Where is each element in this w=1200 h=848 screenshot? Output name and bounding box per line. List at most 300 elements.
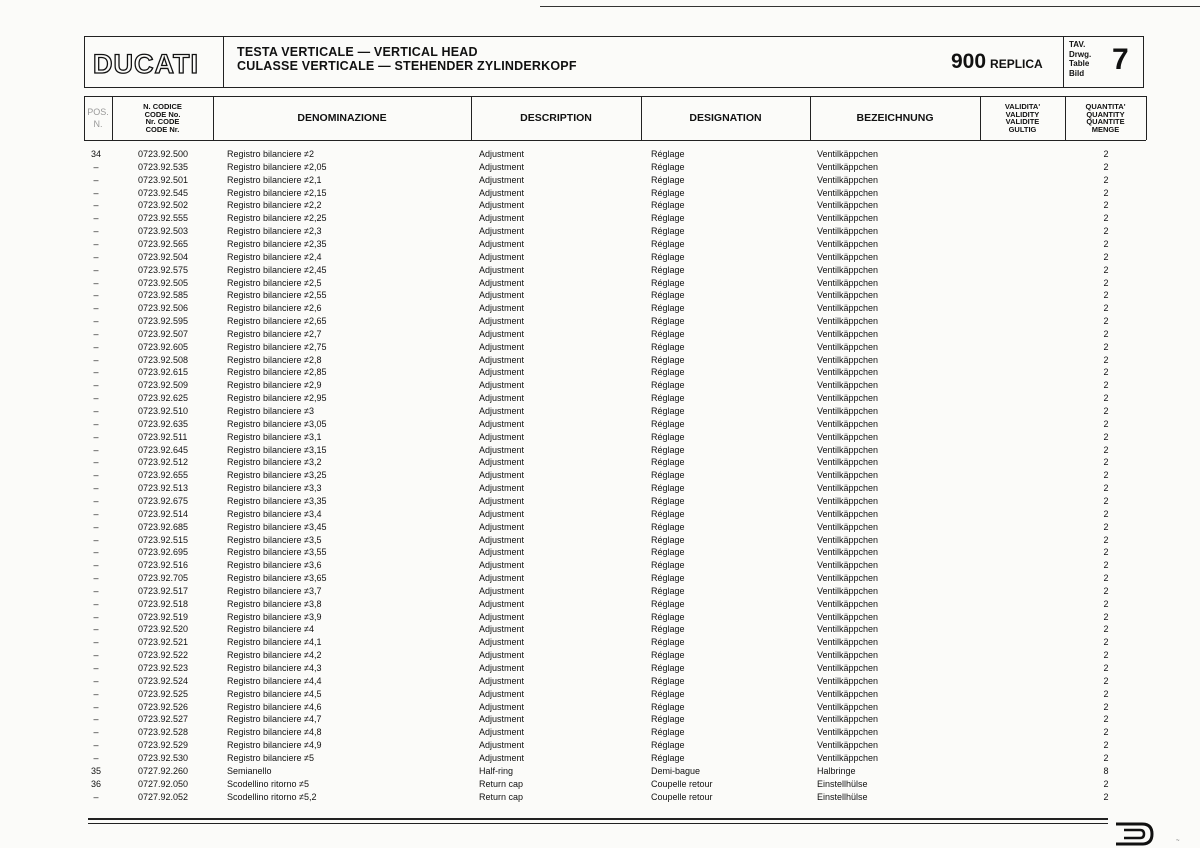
- cell-de: Ventilkäppchen: [817, 701, 879, 712]
- cell-qty: 2: [1103, 650, 1109, 661]
- table-row: [0, 161, 1200, 174]
- cell-de: Ventilkäppchen: [817, 367, 879, 378]
- cell-fr: Réglage: [651, 251, 685, 262]
- cell-de: Ventilkäppchen: [817, 495, 879, 506]
- model-number: 900: [951, 50, 987, 73]
- cell-it: Registro bilanciere ≠2,5: [227, 277, 322, 288]
- cell-de: Ventilkäppchen: [817, 611, 879, 622]
- cell-en: Adjustment: [479, 264, 525, 275]
- cell-pos: –: [93, 431, 99, 442]
- cell-it: Registro bilanciere ≠3,3: [227, 483, 322, 494]
- cell-qty: 2: [1103, 714, 1109, 725]
- cell-de: Ventilkäppchen: [817, 277, 879, 288]
- cell-it: Registro bilanciere ≠4,6: [227, 701, 322, 712]
- cell-en: Adjustment: [479, 200, 525, 211]
- cell-fr: Réglage: [651, 316, 685, 327]
- cell-it: Registro bilanciere ≠3,6: [227, 560, 322, 571]
- cell-code: 0723.92.545: [138, 187, 189, 198]
- cell-en: Adjustment: [479, 226, 525, 237]
- page-title: [237, 45, 577, 73]
- cell-fr: Réglage: [651, 752, 685, 763]
- cell-en: Adjustment: [479, 380, 525, 391]
- cell-fr: Réglage: [651, 444, 685, 455]
- cell-de: Ventilkäppchen: [817, 637, 879, 648]
- cell-de: Ventilkäppchen: [817, 328, 879, 339]
- cell-code: 0723.92.504: [138, 251, 189, 262]
- cell-fr: Réglage: [651, 585, 685, 596]
- cell-qty: 2: [1103, 264, 1109, 275]
- cell-pos: –: [93, 174, 99, 185]
- cell-code: 0723.92.500: [138, 149, 189, 159]
- cell-qty: 2: [1103, 431, 1109, 442]
- cell-code: 0723.92.595: [138, 316, 189, 327]
- cell-pos: –: [93, 791, 99, 802]
- cell-de: Ventilkäppchen: [817, 483, 879, 494]
- cell-pos: 36: [90, 778, 101, 789]
- table-row: [0, 791, 1200, 804]
- cell-code: 0723.92.645: [138, 444, 189, 455]
- cell-en: Adjustment: [479, 457, 525, 468]
- cell-de: Ventilkäppchen: [817, 675, 879, 686]
- cell-pos: –: [93, 238, 99, 249]
- cell-qty: 2: [1103, 534, 1109, 545]
- cell-fr: Réglage: [651, 470, 685, 481]
- cell-pos: –: [93, 470, 99, 481]
- table-row: [0, 187, 1200, 200]
- cell-code: 0723.92.525: [138, 688, 189, 699]
- cell-de: Einstellhülse: [817, 791, 868, 802]
- cell-qty: 2: [1103, 213, 1109, 224]
- cell-en: Return cap: [479, 791, 524, 802]
- cell-fr: Réglage: [651, 341, 685, 352]
- cell-it: Registro bilanciere ≠2,9: [227, 380, 322, 391]
- cell-it: Registro bilanciere ≠3,8: [227, 598, 322, 609]
- cell-en: Adjustment: [479, 341, 525, 352]
- table-row: [0, 379, 1200, 392]
- cell-fr: Réglage: [651, 226, 685, 237]
- col-german: BEZEICHNUNG: [856, 111, 934, 124]
- cell-fr: Réglage: [651, 149, 685, 159]
- col-code-line: N. CODICE: [143, 102, 182, 111]
- table-row: [0, 174, 1200, 187]
- cell-qty: 2: [1103, 701, 1109, 712]
- cell-fr: Réglage: [651, 508, 685, 519]
- cell-fr: Réglage: [651, 393, 685, 404]
- cell-it: Registro bilanciere ≠2,7: [227, 328, 322, 339]
- cell-qty: 2: [1103, 290, 1109, 301]
- col-code-line: CODE Nr.: [145, 124, 180, 134]
- cell-fr: Réglage: [651, 598, 685, 609]
- cell-qty: 2: [1103, 470, 1109, 481]
- col-quantity-line: QUANTITA': [1085, 102, 1126, 111]
- cell-qty: 2: [1103, 740, 1109, 751]
- cell-it: Registro bilanciere ≠4,7: [227, 714, 322, 725]
- cell-qty: 2: [1103, 547, 1109, 558]
- cell-pos: –: [93, 226, 99, 237]
- cell-it: Scodellino ritorno ≠5: [227, 778, 309, 789]
- cell-de: Ventilkäppchen: [817, 547, 879, 558]
- cell-it: Registro bilanciere ≠4,1: [227, 637, 322, 648]
- cell-it: Registro bilanciere ≠2,1: [227, 174, 322, 185]
- cell-code: 0723.92.517: [138, 585, 189, 596]
- cell-code: 0723.92.625: [138, 393, 189, 404]
- column-border: [1146, 96, 1147, 140]
- cell-it: Registro bilanciere ≠2,95: [227, 393, 327, 404]
- cell-it: Registro bilanciere ≠2,8: [227, 354, 322, 365]
- col-validity-line: VALIDITY: [1005, 109, 1040, 119]
- cell-pos: –: [93, 277, 99, 288]
- cell-pos: –: [93, 675, 99, 686]
- cell-qty: 2: [1103, 367, 1109, 378]
- column-header-row: [84, 96, 1146, 140]
- cell-en: Adjustment: [479, 534, 525, 545]
- cell-de: Ventilkäppchen: [817, 688, 879, 699]
- cell-it: Registro bilanciere ≠3,4: [227, 508, 322, 519]
- table-row: [0, 251, 1200, 264]
- table-row: [0, 444, 1200, 457]
- table-row: [0, 713, 1200, 726]
- col-french: DESIGNATION: [689, 111, 762, 124]
- cell-it: Registro bilanciere ≠2: [227, 149, 314, 159]
- cell-de: Ventilkäppchen: [817, 149, 879, 159]
- col-quantity: [1065, 96, 1146, 140]
- table-row: [0, 752, 1200, 765]
- cell-fr: Réglage: [651, 303, 685, 314]
- cell-en: Adjustment: [479, 740, 525, 751]
- cell-code: 0723.92.519: [138, 611, 189, 622]
- cell-pos: –: [93, 727, 99, 738]
- cell-en: Adjustment: [479, 547, 525, 558]
- cell-pos: –: [93, 393, 99, 404]
- table-row: [0, 675, 1200, 688]
- cell-de: Ventilkäppchen: [817, 418, 879, 429]
- cell-pos: –: [93, 585, 99, 596]
- cell-fr: Réglage: [651, 418, 685, 429]
- cell-de: Ventilkäppchen: [817, 200, 879, 211]
- header-rule-bottom: [84, 140, 1146, 141]
- cell-code: 0723.92.501: [138, 174, 189, 185]
- cell-fr: Réglage: [651, 406, 685, 416]
- cell-it: Registro bilanciere ≠3,2: [227, 457, 322, 468]
- cell-code: 0723.92.520: [138, 624, 189, 635]
- cell-it: Registro bilanciere ≠2,65: [227, 316, 327, 327]
- cell-it: Registro bilanciere ≠3,55: [227, 547, 327, 558]
- cell-it: Registro bilanciere ≠3,05: [227, 418, 327, 429]
- cell-fr: Réglage: [651, 560, 685, 571]
- table-number: 7: [1112, 43, 1129, 76]
- cell-fr: Réglage: [651, 483, 685, 494]
- cell-fr: Réglage: [651, 495, 685, 506]
- table-row: [0, 482, 1200, 495]
- col-code-line: CODE No.: [144, 109, 181, 119]
- cell-qty: 2: [1103, 457, 1109, 468]
- cell-code: 0723.92.521: [138, 637, 189, 648]
- cell-it: Registro bilanciere ≠2,55: [227, 290, 327, 301]
- cell-fr: Réglage: [651, 637, 685, 648]
- cell-code: 0723.92.513: [138, 483, 189, 494]
- cell-code: 0723.92.585: [138, 290, 189, 301]
- cell-code: 0723.92.555: [138, 213, 189, 224]
- cell-code: 0723.92.511: [138, 431, 188, 442]
- table-row: [0, 521, 1200, 534]
- table-labels: [1069, 40, 1091, 78]
- cell-it: Registro bilanciere ≠2,05: [227, 161, 327, 172]
- cell-it: Registro bilanciere ≠3,25: [227, 470, 327, 481]
- cell-pos: –: [93, 418, 99, 429]
- cell-it: Registro bilanciere ≠3,35: [227, 495, 327, 506]
- ducati-logo: [91, 46, 209, 80]
- cell-qty: 2: [1103, 752, 1109, 763]
- cell-en: Adjustment: [479, 611, 525, 622]
- cell-en: Adjustment: [479, 598, 525, 609]
- cell-code: 0723.92.655: [138, 470, 189, 481]
- cell-it: Registro bilanciere ≠4,9: [227, 740, 322, 751]
- cell-code: 0723.92.565: [138, 238, 189, 249]
- cell-pos: –: [93, 187, 99, 198]
- cell-qty: 2: [1103, 688, 1109, 699]
- table-row: [0, 688, 1200, 701]
- cell-pos: –: [93, 598, 99, 609]
- cell-fr: Réglage: [651, 701, 685, 712]
- table-row: [0, 328, 1200, 341]
- cell-de: Ventilkäppchen: [817, 187, 879, 198]
- cell-it: Registro bilanciere ≠5: [227, 752, 314, 763]
- header-divider: [1063, 37, 1064, 87]
- cell-de: Ventilkäppchen: [817, 226, 879, 237]
- cell-en: Adjustment: [479, 444, 525, 455]
- cell-qty: 2: [1103, 187, 1109, 198]
- cell-it: Registro bilanciere ≠2,35: [227, 238, 327, 249]
- table-row: [0, 469, 1200, 482]
- cell-qty: 2: [1103, 226, 1109, 237]
- cell-fr: Réglage: [651, 663, 685, 673]
- cell-en: Adjustment: [479, 316, 525, 327]
- cell-en: Adjustment: [479, 431, 525, 442]
- cell-de: Ventilkäppchen: [817, 264, 879, 275]
- cell-en: Adjustment: [479, 675, 525, 686]
- cell-qty: 2: [1103, 585, 1109, 596]
- cell-de: Ventilkäppchen: [817, 663, 879, 673]
- model-suffix: REPLICA: [990, 57, 1043, 71]
- cell-pos: 35: [90, 765, 101, 776]
- cell-it: Registro bilanciere ≠2,85: [227, 367, 327, 378]
- cell-de: Ventilkäppchen: [817, 238, 879, 249]
- cell-code: 0723.92.508: [138, 354, 189, 365]
- cell-fr: Réglage: [651, 277, 685, 288]
- cell-it: Registro bilanciere ≠3,7: [227, 585, 322, 596]
- cell-code: 0723.92.705: [138, 573, 189, 584]
- cell-fr: Réglage: [651, 727, 685, 738]
- cell-qty: 2: [1103, 200, 1109, 211]
- cell-it: Registro bilanciere ≠4: [227, 624, 314, 635]
- cell-en: Adjustment: [479, 663, 525, 673]
- cell-qty: 2: [1103, 521, 1109, 532]
- cell-de: Ventilkäppchen: [817, 174, 879, 185]
- table-row: [0, 636, 1200, 649]
- cell-qty: 2: [1103, 251, 1109, 262]
- cell-en: Adjustment: [479, 303, 525, 314]
- ducati-d-icon: [1112, 820, 1158, 848]
- cell-pos: –: [93, 354, 99, 365]
- cell-en: Half-ring: [479, 765, 514, 776]
- cell-pos: –: [93, 752, 99, 763]
- cell-qty: 2: [1103, 406, 1109, 416]
- cell-fr: Réglage: [651, 200, 685, 211]
- cell-en: Adjustment: [479, 213, 525, 224]
- cell-pos: –: [93, 213, 99, 224]
- cell-de: Ventilkäppchen: [817, 406, 879, 416]
- cell-pos: –: [93, 290, 99, 301]
- table-row: [0, 726, 1200, 739]
- col-italian: DENOMINAZIONE: [297, 111, 387, 124]
- cell-de: Ventilkäppchen: [817, 508, 879, 519]
- cell-code: 0723.92.518: [138, 598, 189, 609]
- cell-pos: 34: [90, 149, 101, 159]
- cell-en: Adjustment: [479, 149, 525, 159]
- cell-de: Ventilkäppchen: [817, 444, 879, 455]
- cell-code: 0723.92.615: [138, 367, 189, 378]
- cell-qty: 2: [1103, 560, 1109, 571]
- cell-code: 0723.92.523: [138, 663, 189, 673]
- cell-code: 0723.92.514: [138, 508, 189, 519]
- cell-code: 0723.92.516: [138, 560, 189, 571]
- cell-en: Adjustment: [479, 637, 525, 648]
- table-row: [0, 701, 1200, 714]
- table-row: [0, 302, 1200, 315]
- col-validity-line: VALIDITE: [1005, 117, 1040, 126]
- table-row: [0, 495, 1200, 508]
- cell-de: Ventilkäppchen: [817, 650, 879, 661]
- cell-code: 0723.92.535: [138, 161, 189, 172]
- cell-fr: Réglage: [651, 714, 685, 725]
- cell-pos: –: [93, 341, 99, 352]
- cell-fr: Réglage: [651, 238, 685, 249]
- cell-qty: 2: [1103, 174, 1109, 185]
- cell-code: 0723.92.605: [138, 341, 189, 352]
- table-row: [0, 238, 1200, 251]
- cell-de: Ventilkäppchen: [817, 740, 879, 751]
- table-row: [0, 392, 1200, 405]
- cell-fr: Réglage: [651, 354, 685, 365]
- model-name: [951, 50, 1043, 74]
- cell-en: Adjustment: [479, 752, 525, 763]
- cell-code: 0723.92.503: [138, 226, 189, 237]
- col-pos-line: POS.: [87, 107, 109, 117]
- cell-code: 0723.92.528: [138, 727, 189, 738]
- cell-en: Adjustment: [479, 251, 525, 262]
- table-row: [0, 508, 1200, 521]
- cell-fr: Réglage: [651, 624, 685, 635]
- cell-de: Ventilkäppchen: [817, 585, 879, 596]
- cell-pos: –: [93, 663, 99, 673]
- footer-rule: [88, 818, 1108, 820]
- cell-de: Ventilkäppchen: [817, 752, 879, 763]
- cell-code: 0727.92.052: [138, 791, 189, 802]
- cell-fr: Réglage: [651, 521, 685, 532]
- cell-fr: Réglage: [651, 264, 685, 275]
- table-row: [0, 778, 1200, 791]
- cell-pos: –: [93, 714, 99, 725]
- table-row: [0, 598, 1200, 611]
- cell-it: Scodellino ritorno ≠5,2: [227, 791, 317, 802]
- cell-it: Registro bilanciere ≠3,45: [227, 521, 327, 532]
- col-quantity-line: QUANTITE: [1086, 117, 1125, 126]
- cell-en: Adjustment: [479, 688, 525, 699]
- cell-en: Adjustment: [479, 393, 525, 404]
- cell-code: 0723.92.635: [138, 418, 189, 429]
- cell-en: Adjustment: [479, 161, 525, 172]
- drwg-label: Drwg.: [1069, 49, 1092, 59]
- cell-pos: –: [93, 508, 99, 519]
- cell-pos: –: [93, 251, 99, 262]
- cell-pos: –: [93, 573, 99, 584]
- table-row: [0, 572, 1200, 585]
- cell-fr: Réglage: [651, 547, 685, 558]
- cell-qty: 2: [1103, 637, 1109, 648]
- cell-qty: 2: [1103, 341, 1109, 352]
- table-row: [0, 199, 1200, 212]
- cell-pos: –: [93, 161, 99, 172]
- cell-en: Adjustment: [479, 277, 525, 288]
- cell-pos: –: [93, 560, 99, 571]
- cell-en: Return cap: [479, 778, 524, 789]
- cell-code: 0723.92.529: [138, 740, 189, 751]
- cell-qty: 2: [1103, 418, 1109, 429]
- table-row: [0, 341, 1200, 354]
- cell-pos: –: [93, 406, 99, 416]
- col-validity-line: GULTIG: [1008, 124, 1037, 134]
- cell-de: Ventilkäppchen: [817, 598, 879, 609]
- table-row: [0, 611, 1200, 624]
- table-row: [0, 225, 1200, 238]
- col-code-line: Nr. CODE: [145, 117, 180, 126]
- cell-pos: –: [93, 303, 99, 314]
- cell-de: Ventilkäppchen: [817, 470, 879, 481]
- scan-mark: ~: [1176, 838, 1180, 844]
- cell-pos: –: [93, 637, 99, 648]
- cell-en: Adjustment: [479, 624, 525, 635]
- cell-code: 0723.92.506: [138, 303, 189, 314]
- cell-qty: 2: [1103, 611, 1109, 622]
- cell-qty: 2: [1103, 663, 1109, 673]
- cell-it: Registro bilanciere ≠2,25: [227, 213, 327, 224]
- cell-it: Registro bilanciere ≠4,5: [227, 688, 322, 699]
- cell-pos: –: [93, 380, 99, 391]
- cell-fr: Réglage: [651, 675, 685, 686]
- cell-pos: –: [93, 688, 99, 699]
- cell-qty: 2: [1103, 316, 1109, 327]
- cell-it: Registro bilanciere ≠3: [227, 406, 314, 416]
- cell-code: 0723.92.524: [138, 675, 189, 686]
- cell-code: 0727.92.050: [138, 778, 189, 789]
- cell-qty: 2: [1103, 778, 1109, 789]
- cell-code: 0723.92.675: [138, 495, 189, 506]
- cell-qty: 2: [1103, 675, 1109, 686]
- table-row: [0, 534, 1200, 547]
- cell-code: 0723.92.695: [138, 547, 189, 558]
- cell-it: Registro bilanciere ≠2,45: [227, 264, 327, 275]
- cell-fr: Réglage: [651, 161, 685, 172]
- table-row: [0, 546, 1200, 559]
- table-row: [0, 456, 1200, 469]
- cell-de: Einstellhülse: [817, 778, 868, 789]
- cell-pos: –: [93, 521, 99, 532]
- cell-de: Ventilkäppchen: [817, 560, 879, 571]
- cell-qty: 2: [1103, 598, 1109, 609]
- cell-en: Adjustment: [479, 650, 525, 661]
- table-row: [0, 649, 1200, 662]
- cell-fr: Réglage: [651, 573, 685, 584]
